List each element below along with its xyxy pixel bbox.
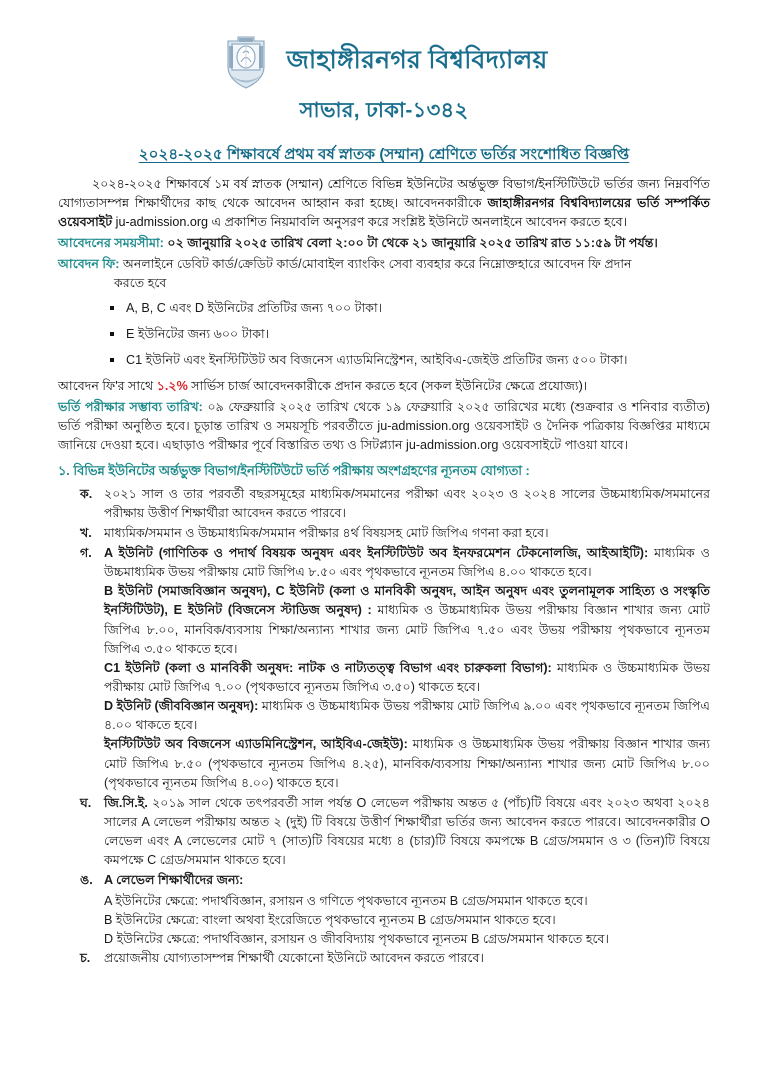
- masthead: [58, 32, 710, 129]
- item-marker: ঙ.: [80, 873, 93, 888]
- item-text: মাধ্যমিক/সমমান ও উচ্চমাধ্যমিক/সমমান পরীক্ষার ৪র্থ বিষয়সহ মোট জিপিএ গণনা করা হবে।: [104, 525, 549, 540]
- qualification-item-ka: [58, 485, 710, 523]
- university-name: জাহাঙ্গীরনগর বিশ্ববিদ্যালয়: [286, 46, 548, 75]
- a-level-unit-d: D ইউনিটের ক্ষেত্রে: পদার্থবিজ্ঞান, রসায়ন ও জীববিদ্যায় পৃথকভাবে ন্যূনতম B গ্রেড/সমমান থাকতে হবে।: [104, 931, 610, 946]
- item-marker: গ.: [80, 546, 92, 560]
- page-title: ২০২৪-২০২৫ শিক্ষাবর্ষে প্রথম বর্ষ স্নাতক (সম্মান) শ্রেণিতে ভর্তির সংশোধিত বিজ্ঞপ্তি: [138, 146, 630, 163]
- unit-iba-text: মাধ্যমিক ও উচ্চমাধ্যমিক উভয় পরীক্ষায় বিজ্ঞান শাখার জন্য মোট জিপিএ ৮.৫০ (পৃথকভাবে ন্যূনতম জিপিএ ৪.২৫), মানবিক/ব্যবসায় শিক্ষা/অন্যান্য শাখার জন্য মোট জিপিএ ৮.০০ (পৃথকভাবে ন্যূনতম জিপিএ ৪.০০) থাকতে হবে।: [104, 737, 711, 790]
- intro-text-1: ২০২৪-২০২৫ শিক্ষাবর্ষে ১ম বর্ষ স্নাতক (সম্মান) শ্রেণিতে বিভিন্ন ইউনিটের অর্ন্তভুক্ত বিভাগ/ইনস্টিটিউটে ভর্তির জন্য নিম্নবর্ণিত যোগ্যতাসম্পন্ন শিক্ষার্থীদের কাছ থেকে আবেদন আহ্বান করা হচ্ছে। আবেদনকারীকে: [58, 177, 710, 211]
- item-text: ২০২১ সাল ও তার পরবর্তী বছরসমূহের মাধ্যমিক/সমমানের পরীক্ষা এবং ২০২৩ ও ২০২৪ সালের উচ্চমাধ্যমিক/সমমানের পরীক্ষায় উত্তীর্ণ শিক্ষার্থীরা আবেদন করতে পারবে।: [104, 486, 710, 520]
- item-text: প্রয়োজনীয় যোগ্যতাসম্পন্ন শিক্ষার্থী যেকোনো ইউনিটে আবেদন করতে পারবে।: [104, 950, 484, 965]
- gce-label: জি.সি.ই.: [104, 795, 148, 810]
- gce-text: ২০১৯ সাল থেকে তৎপরবর্তী সাল পর্যন্ত O লেভেল পরীক্ষায় অন্তত ৫ (পাঁচ)টি বিষয়ে এবং ২০২৩ অথবা ২০২৪ সালের A লেভেল পরীক্ষায় অন্তত ২ (দুই) টি বিষয়ে উত্তীর্ণ শিক্ষার্থীরা ভর্তির জন্য আবেদন করতে পারবে। আবেদনকারীর O লেভেল এবং A লেভেলের মোট ৭ (সাত)টি বিষয়ের মধ্যে ৪ (চার)টি বিষয়ে কমপক্ষে B গ্রেড/সমমান ও ৩ (তিন)টি বিষয়ে কমপক্ষে C গ্রেড/সমমান থাকতে হবে।: [104, 795, 710, 868]
- service-charge-post: সার্ভিস চার্জ আবেদনকারীকে প্রদান করতে হবে (সকল ইউনিটের ক্ষেত্রে প্রযোজ্য)।: [187, 378, 588, 393]
- unit-bce-requirement: [104, 582, 710, 659]
- qualification-item-ga: [58, 544, 710, 793]
- deadline-value: ০২ জানুয়ারি ২০২৫ তারিখ বেলা ২:০০ টা থেকে ২১ জানুয়ারি ২০২৫ তারিখ রাত ১১:৫৯ টা পর্যন্ত।: [167, 236, 658, 251]
- item-marker: খ.: [80, 525, 92, 540]
- crest-and-name-row: [58, 32, 710, 90]
- list-item: A, B, C এবং D ইউনিটের প্রতিটির জন্য ৭০০ টাকা।: [110, 299, 710, 318]
- unit-a-requirement: [104, 544, 710, 582]
- service-charge-percent: ১.২%: [156, 378, 188, 393]
- unit-c1-requirement: [104, 659, 710, 697]
- unit-d-label: D ইউনিট (জীববিজ্ঞান অনুষদ):: [104, 699, 259, 714]
- list-item: C1 ইউনিট এবং ইনস্টিটিউট অব বিজনেস এ্যাডমিনিস্ট্রেশন, আইবিএ-জেইউ প্রতিটির জন্য ৫০০ টাকা।: [110, 351, 710, 370]
- exam-date-value: ০৯ ফেব্রুয়ারি ২০২৫ তারিখ থেকে ১৯ ফেব্রুয়ারি ২০২৫ তারিখের মধ্যে (শুক্রবার ও শনিবার ব্যতীত) ভর্তি পরীক্ষা অনুষ্ঠিত হবে। চূড়ান্ত তারিখ ও সময়সূচি পরবর্তীতে ju-admission.org ওয়েবসাইট ও দৈনিক পত্রিকায় বিজ্ঞপ্তির মাধ্যমে জানিয়ে দেওয়া হবে। এছাড়াও পরীক্ষার পূর্বে বিস্তারিত তথ্য ও সিটপ্ল্যান ju-admission.org ওয়েবসাইটে পাওয়া যাবে।: [58, 399, 711, 452]
- fee-label: আবেদন ফি:: [58, 257, 120, 272]
- unit-iba-label: ইনস্টিটিউট অব বিজনেস এ্যাডমিনিস্ট্রেশন, আইবিএ-জেইউ):: [104, 737, 408, 752]
- unit-iba-requirement: [104, 735, 710, 792]
- unit-bce-label: B ইউনিট (সমাজবিজ্ঞান অনুষদ), C ইউনিট (কলা ও মানবিকী অনুষদ, আইন অনুষদ এবং তুলনামূলক সাহিত্য ও সংস্কৃতি ইনস্টিটিউট), E ইউনিট (বিজনেস স্টাডিজ অনুষদ) :: [104, 584, 710, 618]
- qualification-item-cha: [58, 949, 710, 968]
- list-item: E ইউনিটের জন্য ৬০০ টাকা।: [110, 325, 710, 344]
- item-text: [104, 794, 710, 871]
- a-level-unit-a: A ইউনিটের ক্ষেত্রে: পদার্থবিজ্ঞান, রসায়ন ও গণিতে পৃথকভাবে ন্যূনতম B গ্রেড/সমমান থাকতে হবে।: [104, 893, 588, 908]
- exam-date-line: [58, 398, 710, 455]
- fee-list: [58, 299, 710, 370]
- item-text: [104, 871, 710, 890]
- item-marker: ক.: [80, 486, 93, 501]
- qualification-item-kha: [58, 524, 710, 543]
- unit-d-text: মাধ্যমিক ও উচ্চমাধ্যমিক উভয় পরীক্ষায় মোট জিপিএ ৯.০০ এবং পৃথকভাবে ন্যূনতম জিপিএ ৪.০০ থাকতে হবে।: [104, 699, 710, 733]
- exam-date-label: ভর্তি পরীক্ষার সম্ভাব্য তারিখ:: [58, 399, 203, 414]
- intro-paragraph: [58, 175, 710, 232]
- intro-bold-1: জাহাঙ্গীরনগর বিশ্ববিদ্যালয়ের ভর্তি সম্পর্কিত ওয়েবসাইট: [58, 196, 710, 230]
- item-marker: ঘ.: [80, 795, 92, 810]
- unit-bce-text: মাধ্যমিক ও উচ্চমাধ্যমিক উভয় পরীক্ষায় বিজ্ঞান শাখার জন্য মোট জিপিএ ৮.০০, মানবিক/ব্যবসায় শিক্ষা/অন্যান্য শাখার জন্য মোট জিপিএ ৭.৫০ এবং উভয় পরীক্ষায় পৃথকভাবে ন্যূনতম জিপিএ ৩.৫০ থাকতে হবে।: [104, 603, 710, 656]
- unit-a-text: মাধ্যমিক ও উচ্চমাধ্যমিক উভয় পরীক্ষায় মোট জিপিএ ৮.৫০ এবং পৃথকভাবে ন্যূনতম জিপিএ ৪.০০ থাকতে হবে।: [104, 546, 710, 580]
- unit-d-requirement: [104, 697, 710, 735]
- service-charge-line: [58, 377, 710, 396]
- deadline-line: [58, 234, 710, 253]
- unit-c1-label: C1 ইউনিট (কলা ও মানবিকী অনুষদ: নাটক ও নাট্যতত্ত্ব বিভাগ এবং চারুকলা বিভাগ):: [104, 660, 552, 675]
- university-crest-icon: [220, 33, 272, 91]
- a-level-unit-b: B ইউনিটের ক্ষেত্রে: বাংলা অথবা ইংরেজিতে পৃথকভাবে ন্যূনতম B গ্রেড/সমমান থাকতে হবে।: [104, 912, 556, 927]
- a-level-heading: A লেভেল শিক্ষার্থীদের জন্য:: [104, 873, 244, 888]
- deadline-label: আবেদনের সময়সীমা:: [58, 236, 164, 251]
- intro-text-2: ju-admission.org ‌এ প্রকাশিত নিয়মাবলি অনুসরণ করে সংশ্লিষ্ট ইউনিটে অনলাইনে আবেদন করতে হবে।: [112, 215, 628, 230]
- qualification-item-gha: [58, 794, 710, 871]
- unit-a-label: A ইউনিট (গাণিতিক ও পদার্থ বিষয়ক অনুষদ এবং ইনস্টিটিউট অব ইনফরমেশন টেকনোলজি, আইআইটি):: [104, 546, 649, 560]
- qualification-item-una: [58, 871, 710, 890]
- section-1-heading: ১. বিভিন্ন ইউনিটের অর্ন্তভুক্ত বিভাগ/ইনস্টিটিউটে ভর্তি পরীক্ষায় অংশগ্রহণের ন্যূনতম যোগ্যতা :: [58, 462, 530, 478]
- fee-value: অনলাইনে ডেবিট কার্ড/ক্রেডিট কার্ড/মোবাইল ব্যাংকিং সেবা ব্যবহার করে নিম্নোক্তহারে আবেদন ফি প্রদান: [122, 257, 632, 272]
- fee-value-continued: করতে হবে: [114, 276, 167, 291]
- university-address: সাভার, ঢাকা-১৩৪২: [299, 99, 469, 122]
- fee-line: [58, 255, 710, 293]
- service-charge-pre: আবেদন ফি'র সাথে: [58, 378, 157, 393]
- a-level-requirement-list: [58, 892, 710, 949]
- item-marker: চ.: [80, 950, 91, 965]
- item-text: [104, 544, 710, 793]
- unit-c1-text: মাধ্যমিক ও উচ্চমাধ্যমিক উভয় পরীক্ষায় মোট জিপিএ ৭.০০ (পৃথকভাবে ন্যূনতম জিপিএ ৩.৫০) থাকতে হবে।: [104, 660, 710, 694]
